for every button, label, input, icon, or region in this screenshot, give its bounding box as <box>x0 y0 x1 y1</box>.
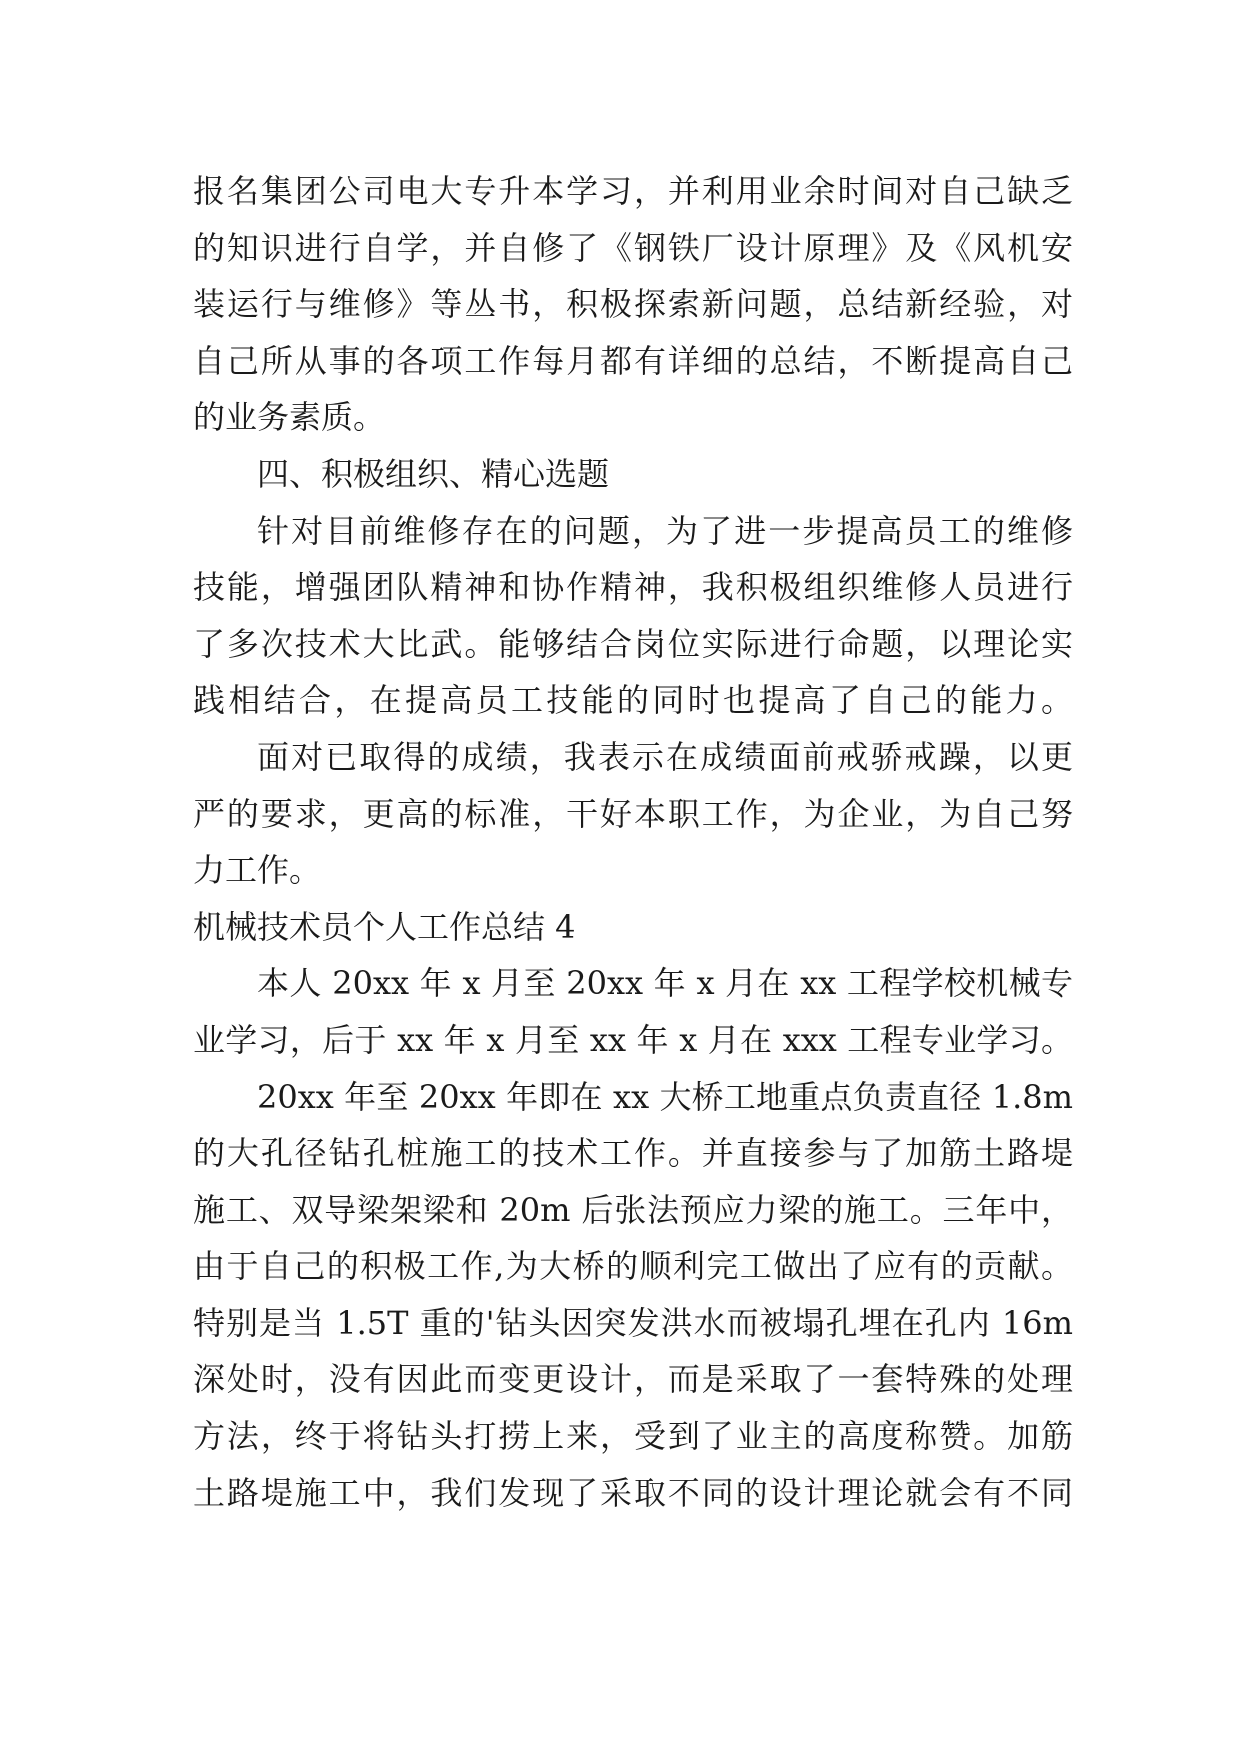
text-line: 本人 20xx 年 x 月至 20xx 年 x 月在 xx 工程学校机械专 <box>257 964 1073 1003</box>
text-line: 土路堤施工中，我们发现了采取不同的设计理论就会有不同 <box>193 1473 1073 1512</box>
text-line: 自己所从事的各项工作每月都有详细的总结，不断提高自己 <box>193 341 1073 380</box>
text-line: 特别是当 1.5T 重的'钻头因突发洪水而被塌孔埋在孔内 16m <box>193 1303 1073 1342</box>
text-line: 力工作。 <box>193 851 322 890</box>
text-line: 的大孔径钻孔桩施工的技术工作。并直接参与了加筋土路堤 <box>193 1134 1073 1173</box>
text-line: 机械技术员个人工作总结 4 <box>193 907 576 946</box>
text-line: 的业务素质。 <box>193 398 386 437</box>
text-line: 20xx 年至 20xx 年即在 xx 大桥工地重点负责直径 1.8m <box>257 1077 1073 1116</box>
text-line: 报名集团公司电大专升本学习，并利用业余时间对自己缺乏 <box>193 172 1073 210</box>
text-line: 施工、双导梁架梁和 20m 后张法预应力梁的施工。三年中， <box>193 1190 1073 1229</box>
text-line: 面对已取得的成绩，我表示在成绩面前戒骄戒躁，以更 <box>257 737 1073 776</box>
text-line: 四、积极组织、精心选题 <box>257 454 610 493</box>
document-body <box>193 163 1073 1521</box>
paragraph <box>193 163 1073 446</box>
text-line: 了多次技术大比武。能够结合岗位实际进行命题，以理论实 <box>193 624 1073 663</box>
subsection-heading <box>193 446 1073 503</box>
text-line: 深处时，没有因此而变更设计，而是采取了一套特殊的处理 <box>193 1360 1073 1399</box>
paragraph <box>193 503 1073 729</box>
text-line: 技能，增强团队精神和协作精神，我积极组织维修人员进行 <box>193 568 1073 607</box>
text-line: 的知识进行自学，并自修了《钢铁厂设计原理》及《风机安 <box>193 228 1073 267</box>
section-heading <box>193 899 1073 956</box>
text-line: 业学习，后于 xx 年 x 月至 xx 年 x 月在 xxx 工程专业学习。 <box>193 1020 1073 1059</box>
text-line: 装运行与维修》等丛书，积极探索新问题，总结新经验，对 <box>193 285 1073 324</box>
paragraph <box>193 955 1073 1068</box>
text-line: 严的要求，更高的标准，干好本职工作，为企业，为自己努 <box>193 794 1073 833</box>
text-line: 由于自己的积极工作,为大桥的顺利完工做出了应有的贡献。 <box>193 1247 1073 1286</box>
text-line: 践相结合，在提高员工技能的同时也提高了自己的能力。 <box>193 681 1073 720</box>
paragraph <box>193 1069 1073 1522</box>
text-line: 针对目前维修存在的问题，为了进一步提高员工的维修 <box>257 511 1073 550</box>
paragraph <box>193 729 1073 899</box>
text-line: 方法，终于将钻头打捞上来，受到了业主的高度称赞。加筋 <box>193 1417 1073 1456</box>
